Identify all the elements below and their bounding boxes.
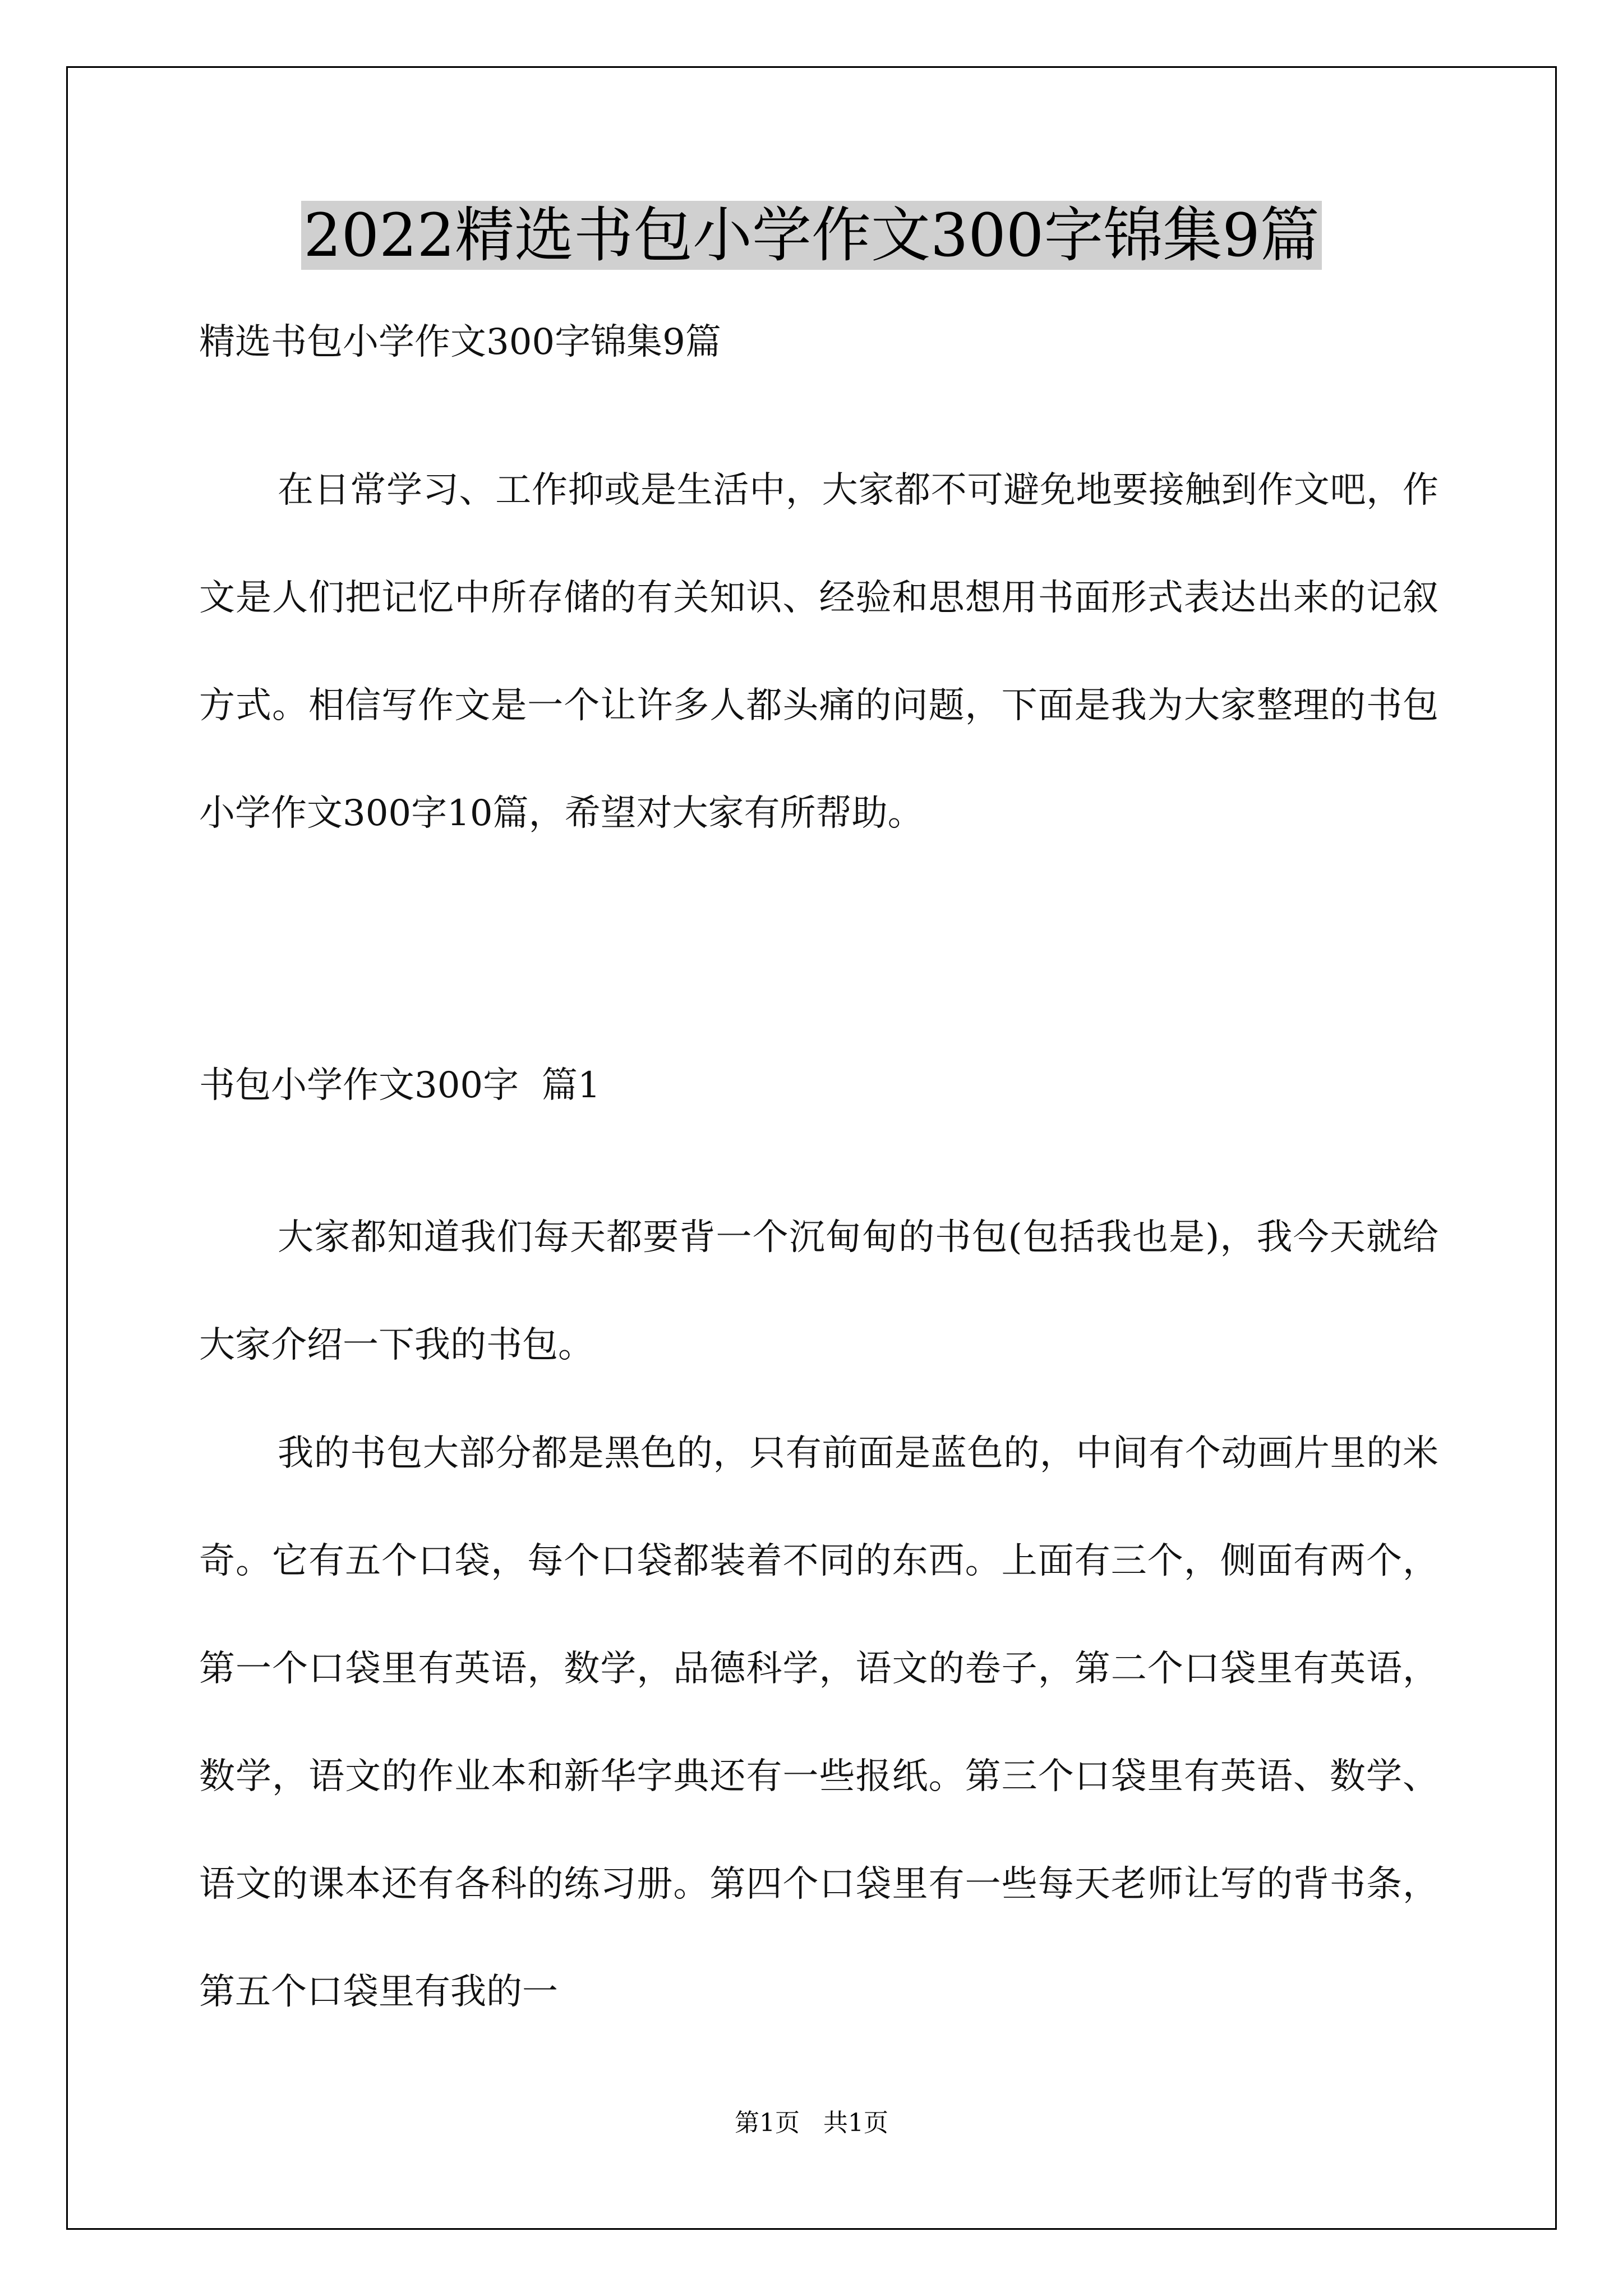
title-highlight: 2022精选书包小学作文300字锦集9篇 bbox=[301, 201, 1322, 270]
document-title bbox=[0, 196, 1623, 275]
page-footer: 第1页 共1页 bbox=[735, 2109, 888, 2137]
intro-paragraph: 在日常学习、工作抑或是生活中，大家都不可避免地要接触到作文吧，作文是人们把记忆中所存储的有关知识、经验和思想用书面形式表达出来的记叙方式。相信写作文是一个让许多人都头痛的问题，下面是我为大家整理的书包小学作文300字10篇，希望对大家有所帮助。 bbox=[199, 470, 1438, 834]
body-paragraph: 我的书包大部分都是黑色的，只有前面是蓝色的，中间有个动画片里的米奇。它有五个口袋，每个口袋都装着不同的东西。上面有三个，侧面有两个，第一个口袋里有英语，数学，品德科学，语文的卷子，第二个口袋里有英语，数学，语文的作业本和新华字典还有一些报纸。第三个口袋里有英语、数学、语文的课本还有各科的练习册。第四个口袋里有一些每天老师让写的背书条，第五个口袋里有我的一 bbox=[199, 1433, 1438, 2013]
body-paragraph: 大家都知道我们每天都要背一个沉甸甸的书包(包括我也是)，我今天就给大家介绍一下我的书包。 bbox=[199, 1217, 1438, 1366]
section-heading: 书包小学作文300字 篇1 bbox=[199, 1065, 601, 1106]
document-subtitle: 精选书包小学作文300字锦集9篇 bbox=[199, 321, 721, 363]
